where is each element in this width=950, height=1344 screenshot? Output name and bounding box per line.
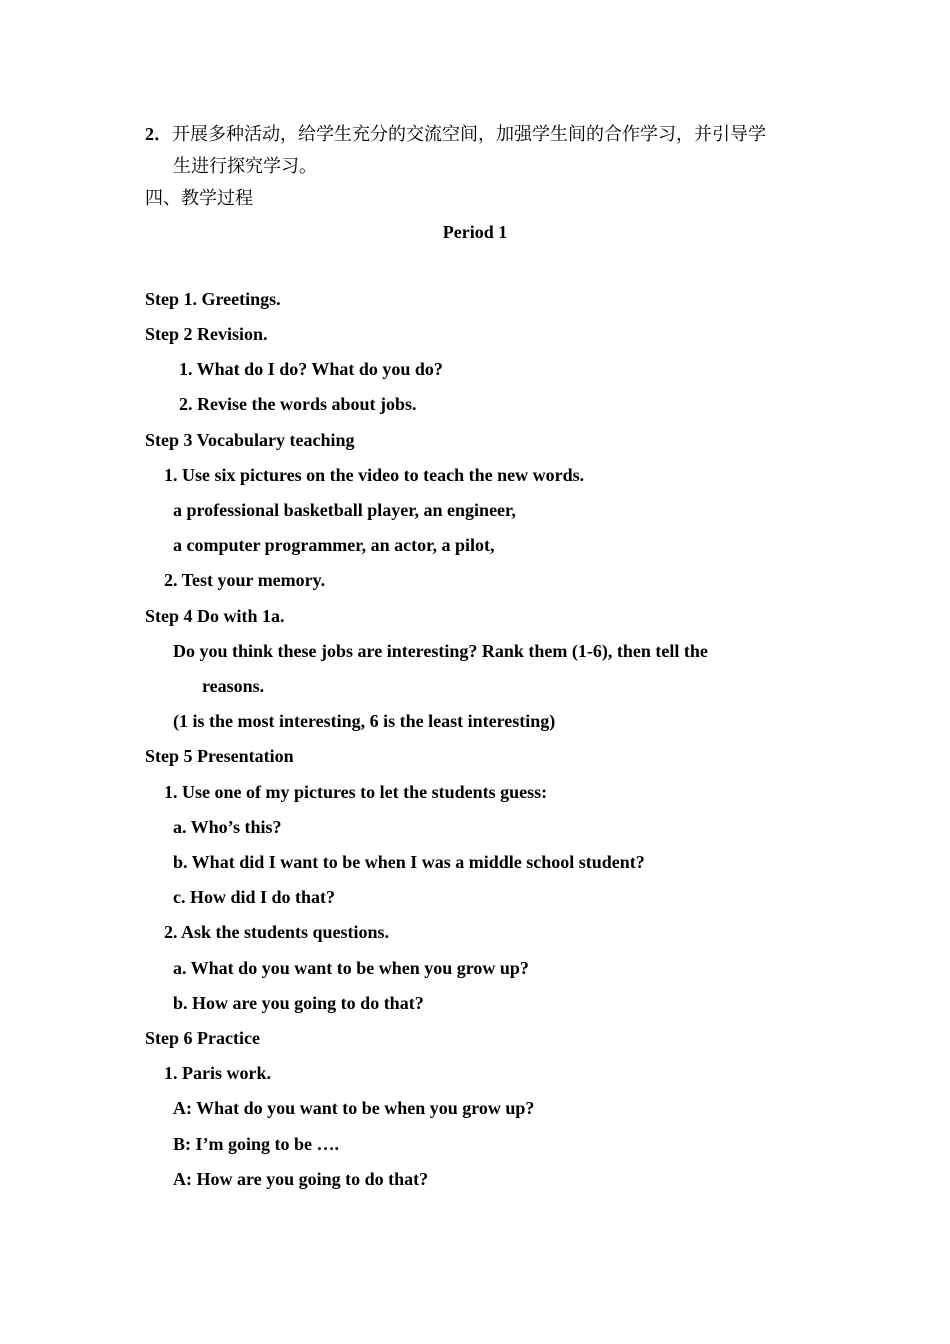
step-3-words-line-1: a professional basketball player, an engineer, (173, 500, 516, 520)
step-5-heading: Step 5 Presentation (145, 746, 294, 766)
step-3-item-2: 2. Test your memory. (164, 570, 326, 590)
step-6-heading: Step 6 Practice (145, 1028, 260, 1048)
step-6-dialogue-a1: A: What do you want to be when you grow up? (173, 1098, 535, 1118)
intro-item-2-continued: 生进行探究学习。 (173, 156, 317, 177)
step-6-dialogue-a2: A: How are you going to do that? (173, 1169, 429, 1189)
step-5-item-1c: c. How did I do that? (173, 887, 336, 907)
step-2-item-2: 2. Revise the words about jobs. (179, 394, 417, 414)
intro-item-2 (145, 123, 766, 146)
item-number: 2． (145, 124, 172, 144)
step-5-item-2b: b. How are you going to do that? (173, 993, 424, 1013)
step-5-item-1: 1. Use one of my pictures to let the students guess: (164, 782, 548, 802)
step-4-question: Do you think these jobs are interesting? Rank them (1-6), then tell the (173, 641, 708, 661)
step-3-item-1: 1. Use six pictures on the video to teach the new words. (164, 465, 585, 485)
step-1-heading: Step 1. Greetings. (145, 289, 281, 309)
step-4-note: (1 is the most interesting, 6 is the least interesting) (173, 711, 556, 731)
item-text: 开展多种活动，给学生充分的交流空间，加强学生间的合作学习，并引导学 (172, 124, 766, 145)
step-5-item-1b: b. What did I want to be when I was a middle school student? (173, 852, 645, 872)
step-5-item-1a: a. Who’s this? (173, 817, 282, 837)
step-4-question-cont: reasons. (202, 676, 265, 696)
period-title: Period 1 (442, 222, 508, 242)
step-2-item-1: 1. What do I do? What do you do? (179, 359, 443, 379)
step-6-dialogue-b1: B: I’m going to be …. (173, 1134, 339, 1154)
step-2-heading: Step 2 Revision. (145, 324, 268, 344)
section-heading: 四、教学过程 (145, 188, 253, 209)
step-3-heading: Step 3 Vocabulary teaching (145, 430, 355, 450)
step-5-item-2a: a. What do you want to be when you grow up? (173, 958, 529, 978)
step-5-item-2: 2. Ask the students questions. (164, 922, 390, 942)
step-4-heading: Step 4 Do with 1a. (145, 606, 285, 626)
step-3-words-line-2: a computer programmer, an actor, a pilot, (173, 535, 495, 555)
step-6-item-1: 1. Paris work. (164, 1063, 271, 1083)
